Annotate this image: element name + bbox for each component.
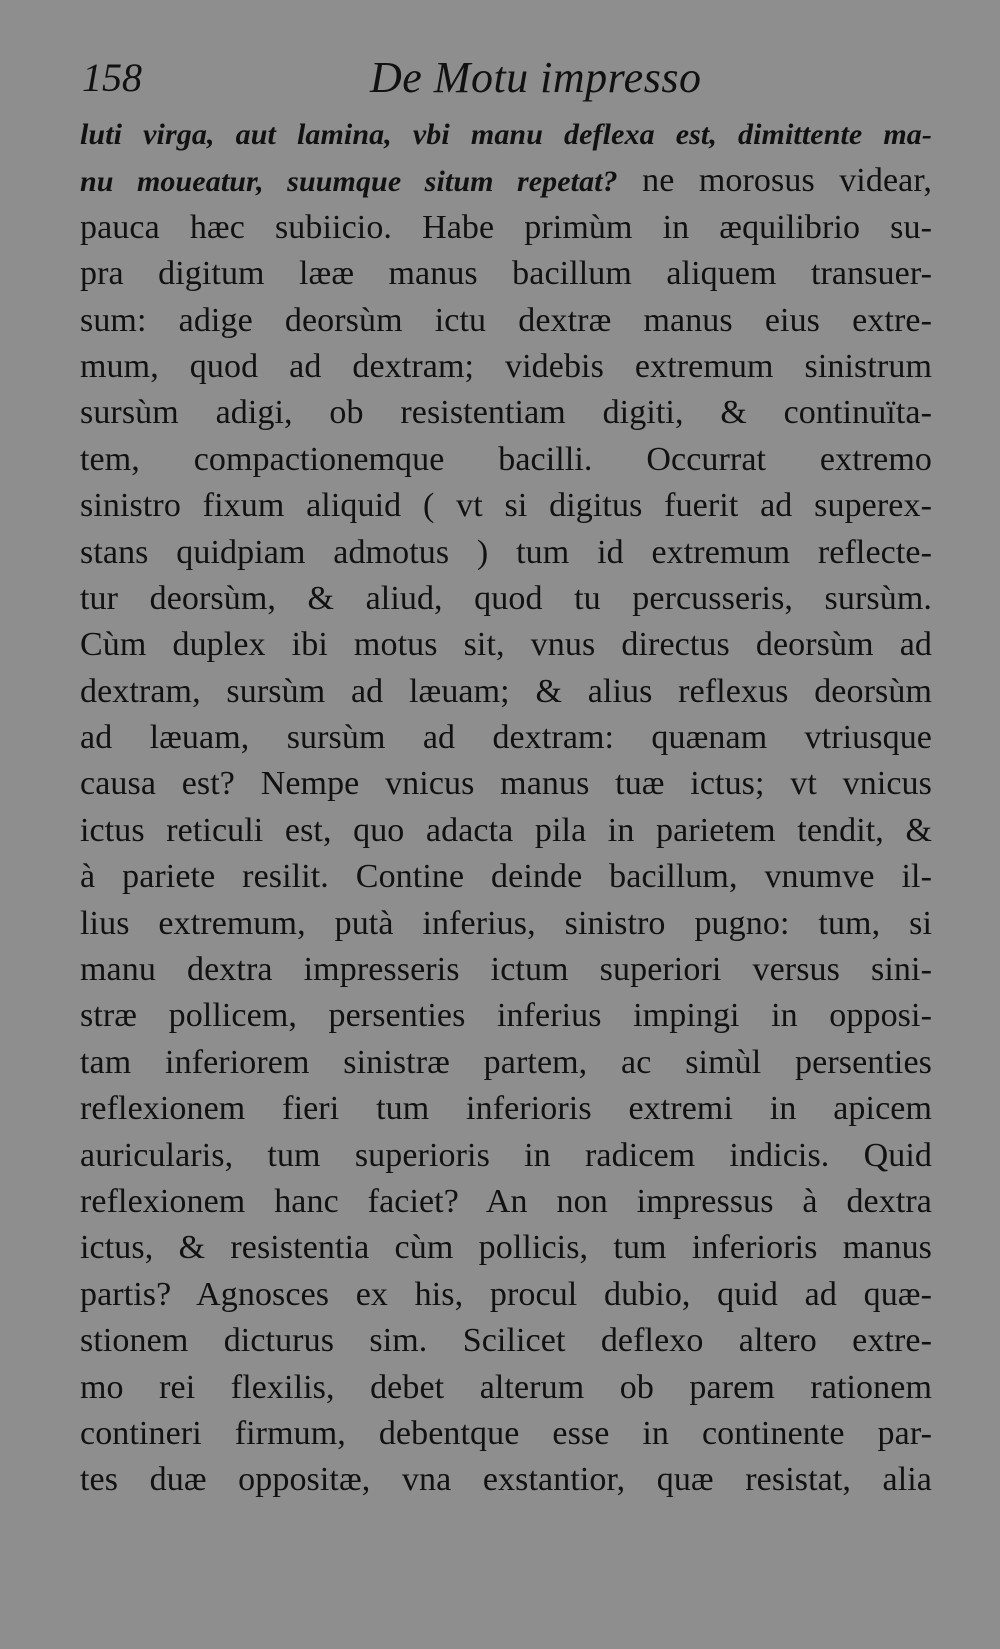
book-page <box>80 52 932 1612</box>
text-line: tes duæ oppositæ, vna exstantior, quæ resistat, alia <box>80 1461 932 1499</box>
text-line: sursùm adigi, ob resistentiam digiti, & continuïta- <box>80 394 932 432</box>
text-line: reflexionem hanc faciet? An non impressus à dextra <box>80 1182 932 1220</box>
text-line: tam inferiorem sinistræ partem, ac simùl persenties <box>80 1043 932 1081</box>
text-line: pra digitum lææ manus bacillum aliquem transuer- <box>80 255 932 293</box>
text-line: Cùm duplex ibi motus sit, vnus directus deorsùm ad <box>80 626 932 664</box>
text-line <box>80 158 932 204</box>
text-line: contineri firmum, debentque esse in continente par- <box>80 1414 932 1452</box>
text-line: tem, compactionemque bacilli. Occurrat extremo <box>80 440 932 478</box>
body-text <box>80 112 932 1504</box>
text-line: mum, quod ad dextram; videbis extremum sinistrum <box>80 347 932 385</box>
page-header <box>80 52 932 108</box>
text-line: ad læuam, sursùm ad dextram: quænam vtriusque <box>80 719 932 757</box>
text-line: ictus reticuli est, quo adacta pila in parietem tendit, & <box>80 811 932 849</box>
text-line: partis? Agnosces ex his, procul dubio, quid ad quæ- <box>80 1275 932 1313</box>
text-line: dextram, sursùm ad læuam; & alius reflexus deorsùm <box>80 672 932 710</box>
italic-segment: nu moueatur, suumque situm repetat? <box>80 165 618 199</box>
text-line: reflexionem fieri tum inferioris extremi in apicem <box>80 1090 932 1128</box>
text-line: stionem dicturus sim. Scilicet deflexo altero extre- <box>80 1322 932 1360</box>
text-line: causa est? Nempe vnicus manus tuæ ictus; vt vnicus <box>80 765 932 803</box>
text-line: tur deorsùm, & aliud, quod tu percusseris, sursùm. <box>80 579 932 617</box>
text-line: sinistro fixum aliquid ( vt si digitus fuerit ad superex- <box>80 487 932 525</box>
text-line: stræ pollicem, persenties inferius impingi in opposi- <box>80 997 932 1035</box>
text-line: auricularis, tum superioris in radicem indicis. Quid <box>80 1136 932 1174</box>
text-line: à pariete resilit. Contine deinde bacillum, vnumve il- <box>80 858 932 896</box>
text-line: mo rei flexilis, debet alterum ob parem rationem <box>80 1368 932 1406</box>
roman-segment: ne morosus videar, <box>617 162 932 200</box>
text-line: ictus, & resistentia cùm pollicis, tum inferioris manus <box>80 1229 932 1267</box>
page-number: 158 <box>82 55 142 100</box>
text-line: pauca hæc subiicio. Habe primùm in æquilibrio su- <box>80 208 932 246</box>
text-line: luti virga, aut lamina, vbi manu deflexa est, dimittente ma- <box>80 118 932 151</box>
text-line: lius extremum, putà inferius, sinistro pugno: tum, si <box>80 904 932 942</box>
text-line: stans quidpiam admotus ) tum id extremum reflecte- <box>80 533 932 571</box>
text-line: manu dextra impresseris ictum superiori versus sini- <box>80 951 932 989</box>
running-title: De Motu impresso <box>370 53 702 102</box>
text-line: sum: adige deorsùm ictu dextræ manus eius extre- <box>80 301 932 339</box>
